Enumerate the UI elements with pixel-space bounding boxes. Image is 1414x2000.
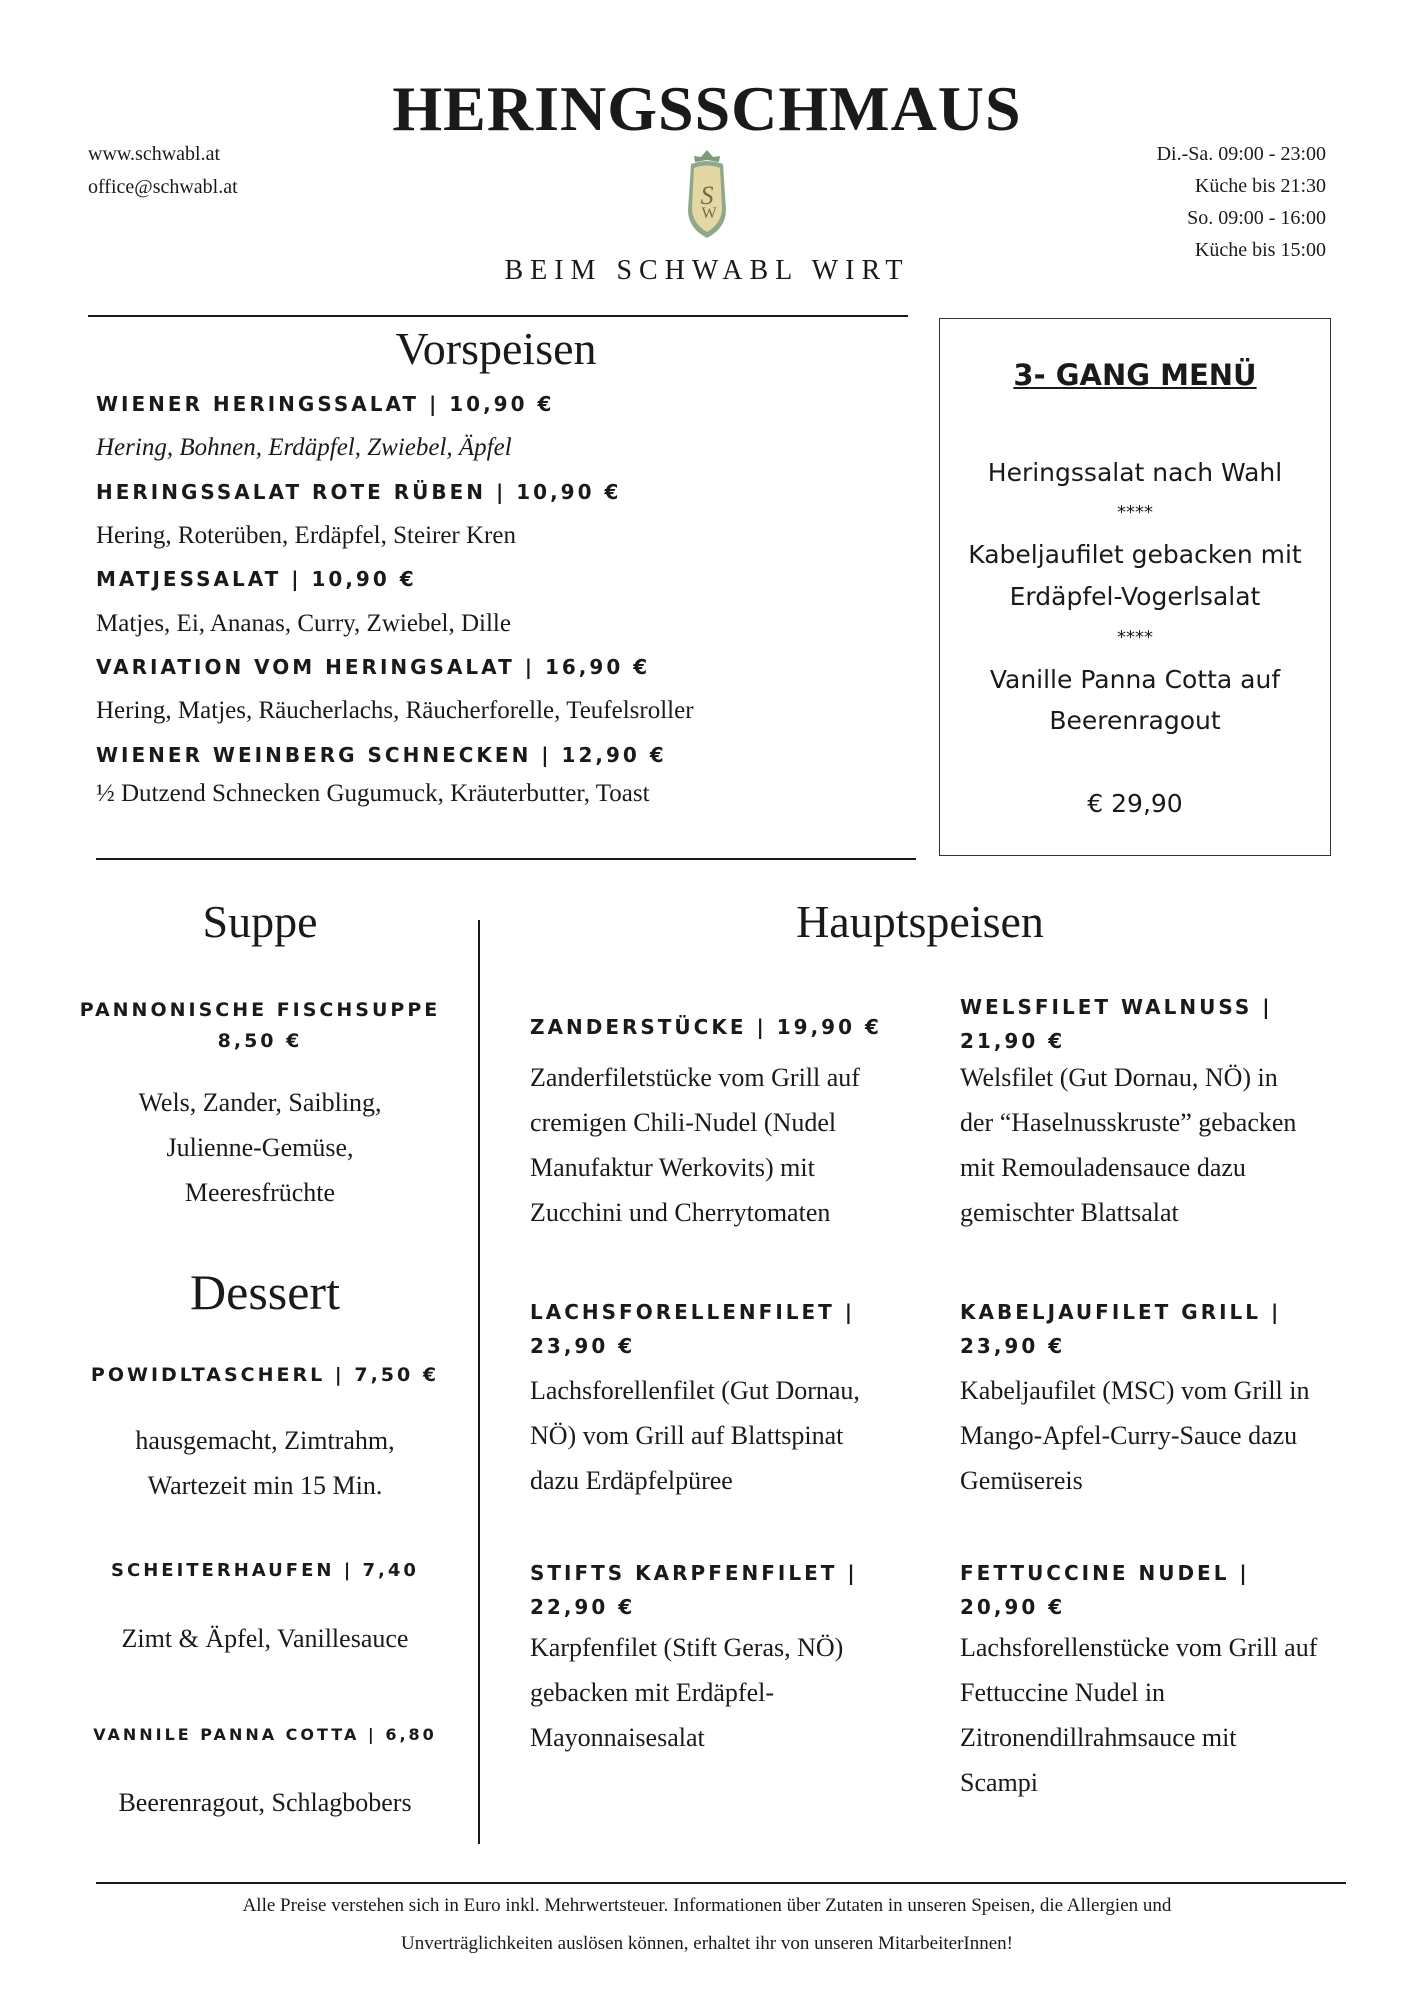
section-title-suppe: Suppe	[202, 896, 318, 947]
menu-item-name: WIENER WEINBERG SCHNECKEN | 12,90 €	[96, 743, 667, 767]
divider	[96, 858, 916, 860]
email-link[interactable]: office@schwabl.at	[88, 176, 238, 198]
name-line: WELSFILET WALNUSS |	[960, 995, 1273, 1019]
name-line: 20,90 €	[960, 1595, 1066, 1619]
menu-item-desc	[960, 1055, 1380, 1235]
menu-item-desc	[530, 1055, 950, 1235]
menu-item-name: WIENER HERINGSSALAT | 10,90 €	[96, 392, 555, 416]
menu-item-desc: ½ Dutzend Schnecken Gugumuck, Kräuterbutter, Toast	[96, 780, 650, 807]
name-line: STIFTS KARPFENFILET |	[530, 1561, 858, 1585]
name-line: KABELJAUFILET GRILL |	[960, 1300, 1282, 1324]
name-line: 23,90 €	[530, 1334, 636, 1358]
menu-item-desc: Hering, Roterüben, Erdäpfel, Steirer Kren	[96, 522, 516, 549]
hours-line: Di.-Sa. 09:00 - 23:00	[1156, 143, 1326, 165]
desc-line: NÖ) vom Grill auf Blattspinat	[530, 1421, 844, 1450]
desc-line: hausgemacht, Zimtrahm,	[135, 1426, 395, 1455]
section-title-vorspeisen: Vorspeisen	[395, 323, 597, 374]
menu-item-name	[530, 1295, 930, 1363]
desc-line: mit Remouladensauce dazu	[960, 1153, 1246, 1182]
menu-item-desc: Matjes, Ei, Ananas, Curry, Zwiebel, Dille	[96, 610, 511, 637]
course-3-line-2: Beerenragout	[1049, 706, 1221, 735]
svg-text:W: W	[701, 205, 717, 222]
name-line: FETTUCCINE NUDEL |	[960, 1561, 1250, 1585]
menu-item-name: SCHEITERHAUFEN | 7,40	[111, 1560, 419, 1581]
divider	[96, 1882, 1346, 1884]
svg-text:S: S	[700, 181, 714, 210]
desc-line: cremigen Chili-Nudel (Nudel	[530, 1108, 837, 1137]
hours-line: So. 09:00 - 16:00	[1187, 207, 1326, 229]
menu-item-name: ZANDERSTÜCKE | 19,90 €	[530, 1015, 882, 1039]
column-divider	[478, 920, 480, 1844]
desc-line: Beerenragout, Schlagbobers	[118, 1788, 412, 1817]
menu-item-name	[960, 990, 1360, 1058]
menu-item-desc	[65, 1418, 465, 1508]
menu-item-desc: Hering, Matjes, Räucherlachs, Räucherforelle, Teufelsroller	[96, 697, 694, 724]
name-line: 22,90 €	[530, 1595, 636, 1619]
course-separator: ****	[1117, 627, 1153, 648]
desc-line: Karpfenfilet (Stift Geras, NÖ)	[530, 1633, 844, 1662]
opening-hours	[1157, 138, 1326, 266]
hours-line: Küche bis 15:00	[1194, 239, 1326, 261]
menu-item-desc	[65, 1780, 465, 1825]
desc-line: Manufaktur Werkovits) mit	[530, 1153, 815, 1182]
desc-line: Zitronendillrahmsauce mit	[960, 1723, 1237, 1752]
menu-item-desc: Hering, Bohnen, Erdäpfel, Zwiebel, Äpfel	[96, 434, 512, 461]
menu-item-desc	[530, 1368, 950, 1503]
desc-line: Welsfilet (Gut Dornau, NÖ) in	[960, 1063, 1278, 1092]
section-title-hauptspeisen: Hauptspeisen	[796, 896, 1044, 947]
desc-line: Gemüsereis	[960, 1466, 1083, 1495]
desc-line: Meeresfrüchte	[184, 1178, 336, 1207]
desc-line: Julienne-Gemüse,	[166, 1133, 354, 1162]
menu-item-price: 8,50 €	[217, 1030, 303, 1052]
menu-item-desc	[530, 1625, 950, 1760]
desc-line: Zimt & Äpfel, Vanillesauce	[121, 1624, 409, 1653]
course-2-line-1: Kabeljaufilet gebacken mit	[968, 540, 1302, 569]
menu-item-desc	[960, 1368, 1380, 1503]
desc-line: Mango-Apfel-Curry-Sauce dazu	[960, 1421, 1298, 1450]
menu-item-name: VARIATION VOM HERINGSALAT | 16,90 €	[96, 655, 651, 679]
desc-line: gebacken mit Erdäpfel-	[530, 1678, 774, 1707]
desc-line: Lachsforellenstücke vom Grill auf	[960, 1633, 1318, 1662]
footer-line: Unverträglichkeiten auslösen können, erhaltet ihr von unseren MitarbeiterInnen!	[400, 1933, 1013, 1954]
page-subtitle: BEIM SCHWABL WIRT	[504, 255, 910, 286]
desc-line: Wels, Zander, Saibling,	[138, 1088, 382, 1117]
footer-note	[88, 1887, 1326, 1963]
desc-line: der “Haselnusskruste” gebacken	[960, 1108, 1297, 1137]
menu-item-name: HERINGSSALAT ROTE RÜBEN | 10,90 €	[96, 480, 622, 504]
name-line: 21,90 €	[960, 1029, 1066, 1053]
desc-line: Wartezeit min 15 Min.	[147, 1471, 383, 1500]
desc-line: Scampi	[960, 1768, 1038, 1797]
name-line: 23,90 €	[960, 1334, 1066, 1358]
schwabl-crest-logo-icon	[682, 148, 732, 242]
menu-item-name: PANNONISCHE FISCHSUPPE	[79, 999, 441, 1021]
desc-line: Fettuccine Nudel in	[960, 1678, 1166, 1707]
menu-item-name: VANNILE PANNA COTTA | 6,80	[93, 1725, 437, 1744]
section-title-dessert: Dessert	[190, 1264, 340, 1320]
course-2-line-2: Erdäpfel-Vogerlsalat	[1009, 582, 1261, 611]
menu-item-name	[530, 1556, 930, 1624]
course-1: Heringssalat nach Wahl	[987, 458, 1283, 487]
name-line: LACHSFORELLENFILET |	[530, 1300, 856, 1324]
footer-line: Alle Preise verstehen sich in Euro inkl. Mehrwertsteuer. Informationen über Zutaten in unseren Speisen, die Allergien und	[242, 1895, 1172, 1916]
desc-line: Kabeljaufilet (MSC) vom Grill in	[960, 1376, 1310, 1405]
menu-item-desc	[960, 1625, 1390, 1805]
three-course-menu-price: € 29,90	[1087, 789, 1183, 818]
desc-line: Mayonnaisesalat	[530, 1723, 705, 1752]
desc-line: gemischter Blattsalat	[960, 1198, 1179, 1227]
page-title: HERINGSSCHMAUS	[392, 73, 1022, 144]
course-separator: ****	[1117, 502, 1153, 523]
menu-item-desc	[60, 1080, 460, 1215]
divider	[88, 315, 908, 317]
menu-item-desc	[65, 1616, 465, 1661]
desc-line: dazu Erdäpfelpüree	[530, 1466, 733, 1495]
desc-line: Zucchini und Cherrytomaten	[530, 1198, 831, 1227]
website-link[interactable]: www.schwabl.at	[88, 143, 221, 165]
desc-line: Lachsforellenfilet (Gut Dornau,	[530, 1376, 860, 1405]
desc-line: Zanderfiletstücke vom Grill auf	[530, 1063, 860, 1092]
contact-info	[88, 138, 238, 204]
course-3-line-1: Vanille Panna Cotta auf	[989, 665, 1281, 694]
three-course-menu-title: 3- GANG MENÜ	[1013, 358, 1257, 392]
menu-item-name: MATJESSALAT | 10,90 €	[96, 567, 417, 591]
hours-line: Küche bis 21:30	[1194, 175, 1326, 197]
menu-item-name	[960, 1295, 1360, 1363]
menu-item-name	[960, 1556, 1360, 1624]
menu-item-name: POWIDLTASCHERL | 7,50 €	[90, 1364, 440, 1386]
